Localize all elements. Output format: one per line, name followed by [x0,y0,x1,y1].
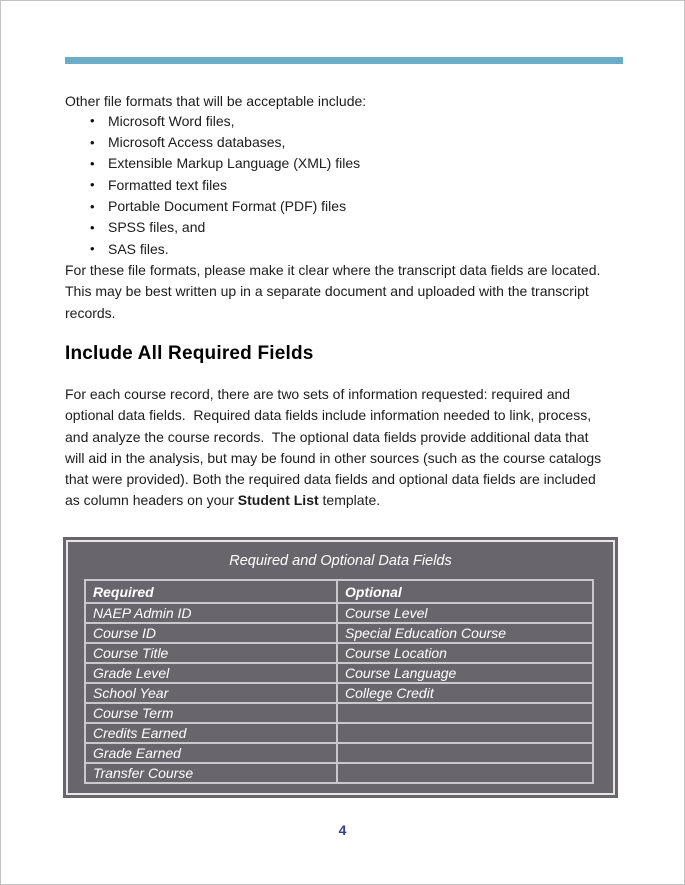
bullet-label: SPSS files, and [108,219,206,236]
paragraph-line: optional data fields. Required data fields include information needed to link, process, [65,407,592,424]
bullet-item [90,195,360,216]
bullet-item [90,153,360,174]
bullet-item [90,131,360,152]
paragraph-line [65,490,601,511]
bullet-item [90,110,360,131]
bullet-icon: • [90,198,95,214]
table-cell-optional: Special Education Course [338,624,592,644]
table-cell-required: Credits Earned [86,724,338,744]
bullet-icon: • [90,134,95,150]
paragraph-line: This may be best written up in a separate document and uploaded with the transcript [65,283,589,300]
paragraph-line: For these file formats, please make it clear where the transcript data fields are located. [65,262,601,278]
paragraph-text: as column headers on your [65,492,238,509]
paragraph-text: template. [318,492,381,509]
table-cell-optional: Course Level [338,604,592,624]
paragraph-line: records. [65,304,116,321]
table-cell-required: NAEP Admin ID [86,604,338,624]
table-cell-optional [338,744,592,764]
course-record-paragraph [65,384,601,512]
page-number: 4 [338,822,347,838]
table-cell-required: School Year [86,684,338,704]
table-cell-required: Grade Level [86,664,338,684]
intro-line: Other file formats that will be acceptable include: [65,93,367,109]
bullet-icon: • [90,219,95,235]
bullet-label: Portable Document Format (PDF) files [108,198,347,215]
column-header-required: Required [86,581,338,604]
paragraph-line: For each course record, there are two sets of information requested: required and [65,386,571,402]
data-fields-table-inner-frame [66,540,615,795]
paragraph-line: that were provided). Both the required data fields and optional data fields are included [65,471,596,488]
bullet-label: SAS files. [108,240,169,257]
bullet-item [90,174,360,195]
bullet-item [90,217,360,238]
data-fields-table [84,579,594,784]
table-cell-optional [338,704,592,724]
bullet-label: Microsoft Access databases, [108,134,286,151]
data-fields-table-box [63,537,618,798]
file-format-bullet-list [90,110,360,259]
section-heading: Include All Required Fields [65,343,314,364]
table-title: Required and Optional Data Fields [229,553,452,569]
table-cell-required: Course Title [86,644,338,664]
bullet-label: Microsoft Word files, [108,112,235,129]
table-cell-optional: College Credit [338,684,592,704]
table-cell-optional: Course Location [338,644,592,664]
bullet-icon: • [90,113,95,129]
bullet-icon: • [90,177,95,193]
paragraph-line: will aid in the analysis, but may be found in other sources (such as the course catalogs [65,449,602,466]
bullet-item [90,238,360,259]
table-cell-optional: Course Language [338,664,592,684]
bullet-icon: • [90,241,95,257]
student-list-bold-text: Student List [237,492,319,509]
table-cell-optional [338,764,592,782]
table-cell-required: Grade Earned [86,744,338,764]
bullet-label: Extensible Markup Language (XML) files [108,155,361,172]
file-formats-paragraph [65,260,600,324]
table-cell-required: Transfer Course [86,764,338,782]
table-cell-required: Course ID [86,624,338,644]
table-cell-optional [338,724,592,744]
bullet-label: Formatted text files [108,176,228,193]
top-accent-bar [65,57,623,64]
table-cell-required: Course Term [86,704,338,724]
column-header-optional: Optional [338,581,592,604]
bullet-icon: • [90,155,95,171]
paragraph-line: and analyze the course records. The optional data fields provide additional data that [65,428,589,445]
